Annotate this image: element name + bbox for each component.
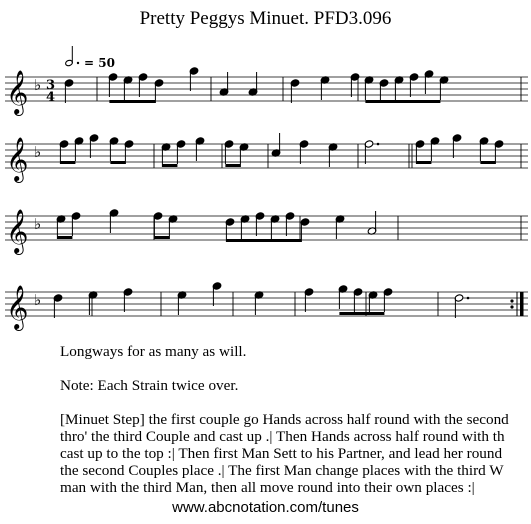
note-beam xyxy=(365,100,440,103)
treble-clef-icon: 𝄞 xyxy=(6,209,29,253)
time-signature-top: 3 xyxy=(46,78,56,93)
note-beam xyxy=(154,236,169,239)
note-beam xyxy=(110,161,125,164)
note-beam xyxy=(416,161,431,164)
flat-sign: ♭ xyxy=(34,215,42,233)
augmentation-dot xyxy=(377,143,380,146)
staff-system-4 xyxy=(5,282,528,331)
note-line-repeats: Note: Each Strain twice over. xyxy=(60,377,239,394)
note-beam xyxy=(162,164,177,167)
repeat-dot xyxy=(510,305,513,308)
treble-clef-icon: 𝄞 xyxy=(6,137,29,181)
dance-instructions-line: [Minuet Step] the first couple go Hands across half round with the second xyxy=(60,411,509,428)
note-beam xyxy=(225,164,240,167)
note-beam xyxy=(226,239,301,242)
staff-system-2 xyxy=(5,133,528,183)
final-bar-thick xyxy=(520,292,524,316)
staff-system-3 xyxy=(5,209,528,255)
flat-sign: ♭ xyxy=(34,143,42,161)
note-beam xyxy=(109,100,155,103)
note-beam xyxy=(60,161,75,164)
tune-notes xyxy=(60,343,531,496)
note-line-formation: Longways for as many as will. xyxy=(60,343,247,360)
dance-instructions-line: man with the third Man, then all move round into their own places :| xyxy=(60,479,475,496)
tune-title: Pretty Peggys Minuet. PFD3.096 xyxy=(139,8,392,29)
flat-sign: ♭ xyxy=(34,291,42,309)
tempo-value: = 50 xyxy=(84,56,115,70)
flat-sign: ♭ xyxy=(34,76,42,94)
note-beam xyxy=(57,236,72,239)
note-beam xyxy=(480,161,495,164)
footer-url[interactable]: www.abcnotation.com/tunes xyxy=(172,499,359,516)
augmentation-dot xyxy=(467,297,470,300)
staff-system-1 xyxy=(5,67,528,116)
dance-instructions-line: the second Couples place .| The first Man change places with the third W xyxy=(60,462,504,479)
note-beam xyxy=(339,312,384,315)
dance-instructions-line: cast up to the top :| Then first Man Sett to his Partner, and lead her round xyxy=(60,445,503,462)
treble-clef-icon: 𝄞 xyxy=(6,285,29,329)
treble-clef-icon: 𝄞 xyxy=(6,70,29,114)
dance-instructions-line: thro' the third Couple and cast up .| Then Hands across half round with th xyxy=(60,428,505,445)
time-signature-bottom: 4 xyxy=(46,90,56,105)
repeat-dot xyxy=(510,299,513,302)
tempo-note-dot xyxy=(77,62,79,64)
